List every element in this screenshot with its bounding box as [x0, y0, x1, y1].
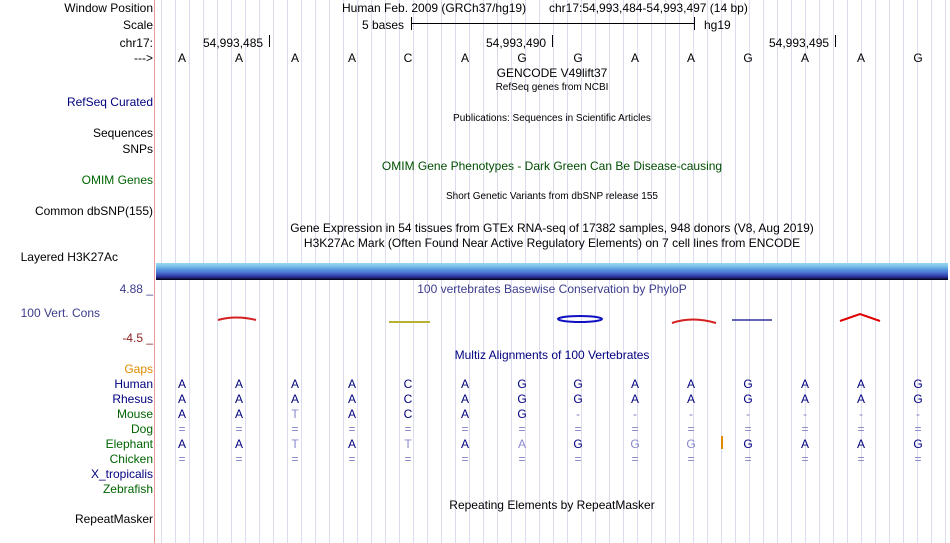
alignment-base-mouse: G: [517, 407, 527, 421]
alignment-base-dog: =: [461, 422, 469, 436]
phylop-track-title[interactable]: 100 vertebrates Basewise Conservation by PhyloP: [417, 282, 687, 296]
alignment-base-elephant: A: [234, 437, 243, 451]
alignment-base-human: C: [403, 377, 413, 391]
alignment-base-chicken: =: [574, 452, 582, 466]
alignment-base-mouse: A: [234, 407, 243, 421]
alignment-base-dog: =: [235, 422, 243, 436]
alignment-base-rhesus: C: [403, 392, 413, 406]
alignment-base-dog: =: [178, 422, 186, 436]
alignment-base-mouse: C: [403, 407, 413, 421]
sequence-base: A: [234, 51, 243, 65]
alignment-base-human: G: [517, 377, 527, 391]
alignment-base-chicken: =: [178, 452, 186, 466]
coord-tick-3: [835, 35, 836, 47]
alignment-base-human: A: [290, 377, 299, 391]
alignment-base-mouse: T: [291, 407, 299, 421]
coord-tick-1: [269, 35, 270, 47]
alignment-base-dog: =: [857, 422, 865, 436]
alignment-base-rhesus: G: [913, 392, 923, 406]
omim-track-title[interactable]: OMIM Gene Phenotypes - Dark Green Can Be Disease-causing: [381, 159, 723, 173]
alignment-base-elephant: A: [517, 437, 526, 451]
species-label-x-tropicalis[interactable]: X_tropicalis: [90, 467, 153, 481]
track-label-vert-cons[interactable]: 100 Vert. Cons: [20, 306, 100, 320]
refseq-track-description: RefSeq genes from NCBI: [495, 82, 609, 93]
alignment-base-mouse: -: [689, 407, 693, 421]
alignment-base-rhesus: A: [234, 392, 243, 406]
alignment-base-chicken: =: [744, 452, 752, 466]
alignment-base-elephant: G: [573, 437, 583, 451]
sequence-base: A: [290, 51, 299, 65]
alignment-base-mouse: -: [746, 407, 750, 421]
alignment-base-rhesus: G: [517, 392, 527, 406]
alignment-base-dog: =: [574, 422, 582, 436]
alignment-base-dog: =: [744, 422, 752, 436]
alignment-base-rhesus: A: [630, 392, 639, 406]
coord-label-1: 54,993,485: [203, 36, 264, 50]
alignment-base-human: A: [856, 377, 865, 391]
alignment-base-dog: =: [291, 422, 299, 436]
species-label-dog[interactable]: Dog: [130, 422, 153, 436]
sequence-base: A: [460, 51, 469, 65]
gtex-track-title[interactable]: Gene Expression in 54 tissues from GTEx RNA-seq of 17382 samples, 948 donors (V8, Aug 2019): [290, 221, 814, 235]
label-window-position: Window Position: [64, 1, 153, 15]
alignment-base-mouse: -: [633, 407, 637, 421]
assembly-title: Human Feb. 2009 (GRCh37/hg19): [342, 1, 527, 15]
species-label-mouse[interactable]: Mouse: [116, 407, 153, 421]
alignment-base-chicken: =: [914, 452, 922, 466]
label-separator: [154, 0, 155, 543]
alignment-base-rhesus: A: [177, 392, 186, 406]
alignment-base-human: G: [743, 377, 753, 391]
scale-bar-right-tick: [694, 17, 695, 30]
cons-max-label: 4.88 _: [119, 282, 153, 296]
sequence-base: G: [913, 51, 923, 65]
alignment-base-human: A: [234, 377, 243, 391]
sequence-base: G: [743, 51, 753, 65]
alignment-base-human: A: [460, 377, 469, 391]
sequence-base: A: [347, 51, 356, 65]
track-label-omim[interactable]: OMIM Genes: [81, 173, 153, 187]
alignment-base-mouse: -: [803, 407, 807, 421]
cons-peak-6: [840, 314, 880, 321]
alignment-base-chicken: =: [461, 452, 469, 466]
sequence-base: C: [403, 51, 413, 65]
phylop-conservation-plot[interactable]: [156, 308, 948, 328]
alignment-base-mouse: A: [347, 407, 356, 421]
alignment-base-chicken: =: [235, 452, 243, 466]
alignment-base-chicken: =: [518, 452, 526, 466]
species-label-chicken[interactable]: Chicken: [109, 452, 153, 466]
track-label-snps[interactable]: SNPs: [122, 142, 153, 156]
repeatmasker-track-title[interactable]: Repeating Elements by RepeatMasker: [449, 498, 655, 512]
species-label-elephant[interactable]: Elephant: [105, 437, 153, 451]
sequence-base: A: [630, 51, 639, 65]
alignment-base-elephant: G: [630, 437, 640, 451]
sequence-base: A: [177, 51, 186, 65]
cons-min-label: -4.5 _: [122, 331, 153, 345]
coord-tick-2: [552, 35, 553, 47]
publications-track-title[interactable]: Publications: Sequences in Scientific Articles: [453, 113, 651, 124]
cons-peak-3: [558, 316, 602, 322]
elephant-insertion-marker: [721, 436, 723, 449]
cons-peak-4: [672, 320, 716, 324]
track-label-common-dbsnp[interactable]: Common dbSNP(155): [34, 204, 153, 218]
alignment-base-rhesus: A: [800, 392, 809, 406]
alignment-base-chicken: =: [857, 452, 865, 466]
scale-text: 5 bases: [362, 18, 405, 32]
label-scale: Scale: [122, 18, 153, 32]
coord-label-3: 54,993,495: [769, 36, 830, 50]
scale-bar: [411, 23, 695, 24]
alignment-base-elephant: T: [291, 437, 299, 451]
alignment-base-elephant: A: [856, 437, 865, 451]
alignment-base-elephant: G: [913, 437, 923, 451]
track-label-layered-h3k27ac[interactable]: Layered H3K27Ac: [20, 250, 118, 264]
alignment-base-dog: =: [404, 422, 412, 436]
alignment-base-elephant: G: [686, 437, 696, 451]
alignment-base-human: A: [800, 377, 809, 391]
alignment-base-elephant: A: [177, 437, 186, 451]
scale-db: hg19: [704, 18, 731, 32]
alignment-base-human: G: [913, 377, 923, 391]
alignment-base-mouse: -: [916, 407, 920, 421]
sequence-base: A: [800, 51, 809, 65]
alignment-base-chicken: =: [404, 452, 412, 466]
alignment-base-rhesus: A: [290, 392, 299, 406]
sequence-base: G: [517, 51, 527, 65]
sequence-base: G: [573, 51, 583, 65]
alignment-base-dog: =: [631, 422, 639, 436]
alignment-base-human: A: [177, 377, 186, 391]
alignment-base-rhesus: A: [686, 392, 695, 406]
species-label-human[interactable]: Human: [114, 377, 153, 391]
alignment-base-elephant: T: [404, 437, 412, 451]
alignment-base-human: A: [686, 377, 695, 391]
alignment-base-elephant: G: [743, 437, 753, 451]
track-label-refseq[interactable]: RefSeq Curated: [66, 95, 153, 109]
alignment-base-rhesus: A: [856, 392, 865, 406]
cons-peak-1: [218, 318, 256, 321]
alignment-base-human: A: [630, 377, 639, 391]
alignment-base-mouse: A: [460, 407, 469, 421]
coord-label-2: 54,993,490: [486, 36, 547, 50]
h3k27ac-track-title[interactable]: H3K27Ac Mark (Often Found Near Active Regulatory Elements) on 7 cell lines from ENCODE: [303, 236, 801, 250]
track-label-repeatmasker[interactable]: RepeatMasker: [74, 512, 153, 526]
alignment-base-rhesus: G: [573, 392, 583, 406]
alignment-base-dog: =: [914, 422, 922, 436]
label-strand[interactable]: --->: [134, 51, 153, 65]
alignment-base-human: A: [347, 377, 356, 391]
alignment-base-elephant: A: [347, 437, 356, 451]
alignment-base-elephant: A: [800, 437, 809, 451]
multiz-track-title[interactable]: Multiz Alignments of 100 Vertebrates: [454, 348, 650, 362]
label-chrom: chr17:: [119, 36, 153, 50]
alignment-base-human: G: [573, 377, 583, 391]
alignment-base-mouse: A: [177, 407, 186, 421]
alignment-base-rhesus: A: [347, 392, 356, 406]
track-label-sequences[interactable]: Sequences: [92, 126, 153, 140]
alignment-base-dog: =: [801, 422, 809, 436]
alignment-base-chicken: =: [291, 452, 299, 466]
alignment-base-chicken: =: [348, 452, 356, 466]
sequence-base: A: [856, 51, 865, 65]
alignment-base-dog: =: [518, 422, 526, 436]
alignment-base-mouse: -: [576, 407, 580, 421]
alignment-base-mouse: -: [859, 407, 863, 421]
alignment-base-dog: =: [687, 422, 695, 436]
alignment-base-elephant: A: [460, 437, 469, 451]
alignment-base-chicken: =: [631, 452, 639, 466]
alignment-base-chicken: =: [687, 452, 695, 466]
alignment-base-dog: =: [348, 422, 356, 436]
track-label-gaps[interactable]: Gaps: [124, 362, 153, 376]
window-position-value: chr17:54,993,484-54,993,497 (14 bp): [549, 1, 748, 15]
alignment-base-rhesus: G: [743, 392, 753, 406]
gencode-track-title[interactable]: GENCODE V49lift37: [496, 66, 608, 80]
species-label-rhesus[interactable]: Rhesus: [112, 392, 153, 406]
sequence-base: A: [686, 51, 695, 65]
species-label-zebrafish[interactable]: Zebrafish: [102, 482, 153, 496]
alignment-base-chicken: =: [801, 452, 809, 466]
h3k27ac-signal-band[interactable]: [156, 263, 948, 280]
alignment-base-rhesus: A: [460, 392, 469, 406]
short-variants-track-title[interactable]: Short Genetic Variants from dbSNP release 155: [446, 191, 658, 202]
